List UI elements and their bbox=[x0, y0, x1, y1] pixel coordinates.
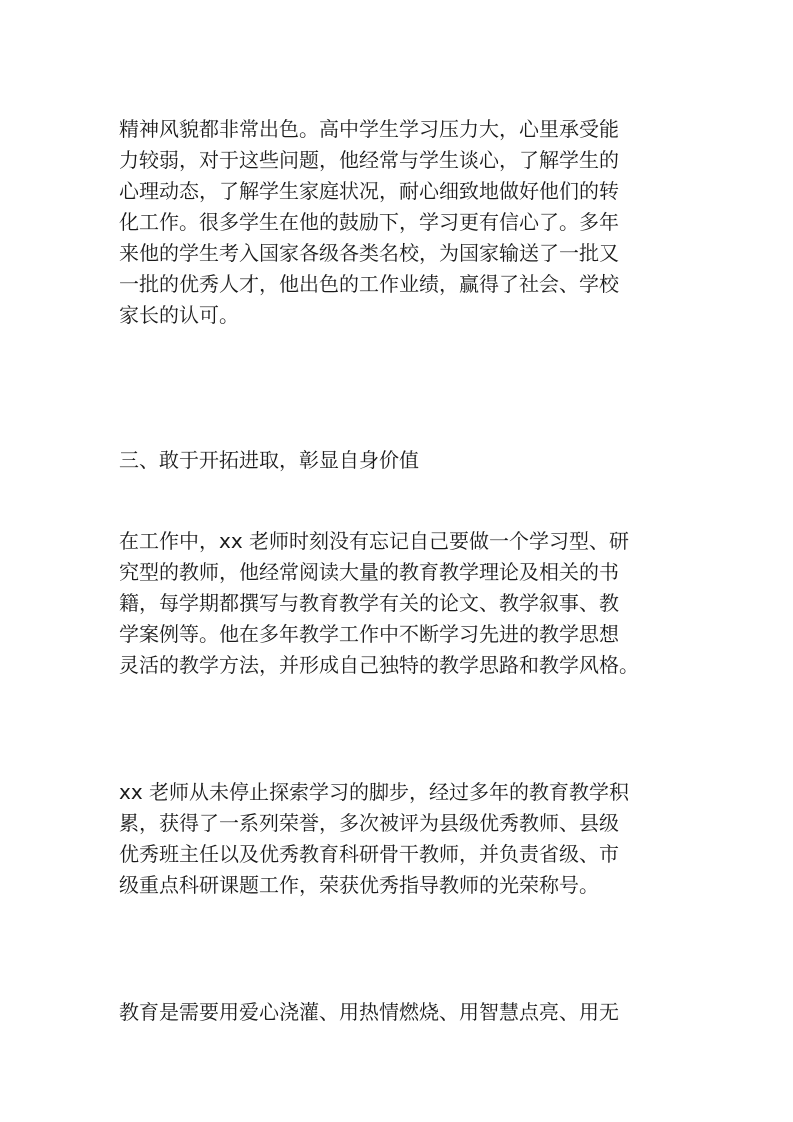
paragraph-4-line-2: 累，获得了一系列荣誉，多次被评为县级优秀教师、县级 bbox=[119, 811, 619, 835]
paragraph-3-line-4: 学案例等。他在多年教学工作中不断学习先进的教学思想 bbox=[119, 622, 619, 646]
section-heading: 三、敢于开拓进取，彰显自身价值 bbox=[119, 448, 419, 472]
paragraph-3-line-1: 在工作中，xx 老师时刻没有忘记自己要做一个学习型、研 bbox=[119, 529, 630, 553]
paragraph-3-line-2: 究型的教师，他经常阅读大量的教育教学理论及相关的书 bbox=[119, 560, 619, 584]
paragraph-4-line-4: 级重点科研课题工作，荣获优秀指导教师的光荣称号。 bbox=[119, 873, 599, 897]
paragraph-1-line-1: 精神风貌都非常出色。高中学生学习压力大，心里承受能 bbox=[119, 117, 619, 141]
paragraph-3-line-3: 籍，每学期都撰写与教育教学有关的论文、教学叙事、教 bbox=[119, 591, 619, 615]
paragraph-4-line-3: 优秀班主任以及优秀教育科研骨干教师，并负责省级、市 bbox=[119, 842, 619, 866]
paragraph-1-line-4: 化工作。很多学生在他的鼓励下，学习更有信心了。多年 bbox=[119, 210, 619, 234]
paragraph-1-line-6: 一批的优秀人才，他出色的工作业绩，赢得了社会、学校 bbox=[119, 272, 619, 296]
paragraph-1-line-7: 家长的认可。 bbox=[119, 303, 239, 327]
paragraph-1-line-5: 来他的学生考入国家各级各类名校，为国家输送了一批又 bbox=[119, 241, 619, 265]
paragraph-5-line-1: 教育是需要用爱心浇灌、用热情燃烧、用智慧点亮、用无 bbox=[119, 1000, 619, 1024]
paragraph-3-line-5: 灵活的教学方法，并形成自己独特的教学思路和教学风格。 bbox=[119, 653, 639, 677]
paragraph-1-line-3: 心理动态，了解学生家庭状况，耐心细致地做好他们的转 bbox=[119, 179, 619, 203]
paragraph-4-line-1: xx 老师从未停止探索学习的脚步，经过多年的教育教学积 bbox=[119, 780, 630, 804]
paragraph-1-line-2: 力较弱，对于这些问题，他经常与学生谈心，了解学生的 bbox=[119, 148, 619, 172]
